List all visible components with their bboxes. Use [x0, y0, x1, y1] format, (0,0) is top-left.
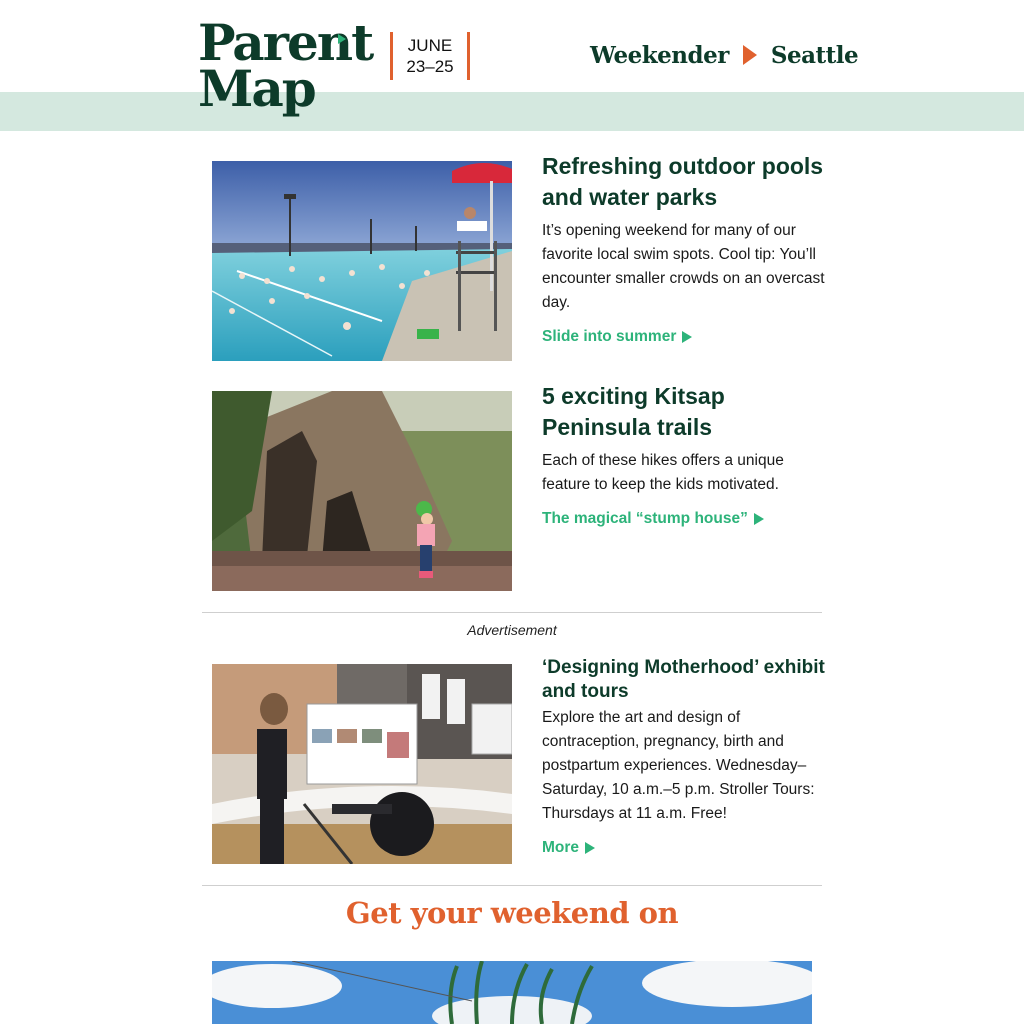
stump-house-photo[interactable] [212, 391, 512, 591]
logo-word-parent: Parent [198, 13, 373, 72]
advertisement-text [542, 657, 827, 857]
advertisement-designing-motherhood [212, 657, 825, 864]
play-arrow-icon [682, 331, 692, 343]
newsletter-city: Seattle [770, 41, 859, 69]
logo-triangle-icon [338, 34, 346, 44]
divider [202, 885, 822, 886]
divider [202, 612, 822, 613]
link-label: More [542, 839, 580, 856]
issue-date [390, 32, 470, 80]
article-title[interactable]: Refreshing outdoor pools and water parks [542, 153, 824, 210]
article-title[interactable]: 5 exciting Kitsap Peninsula trails [542, 383, 725, 440]
advertisement-label: Advertisement [467, 622, 557, 638]
article-text [542, 153, 827, 346]
issue-month: JUNE [407, 36, 453, 55]
issue-days: 23–25 [406, 57, 454, 76]
logo-word-map: Map [198, 59, 315, 118]
article-pools [212, 153, 825, 361]
play-arrow-icon [743, 45, 757, 65]
link-label: The magical “stump house” [542, 510, 748, 527]
parentmap-logo[interactable] [198, 13, 373, 122]
pool-photo[interactable] [212, 161, 512, 361]
link-label: Slide into summer [542, 328, 677, 345]
stump-house-link[interactable] [542, 510, 764, 528]
exhibit-photo[interactable] [212, 664, 512, 864]
advertisement-title[interactable]: ‘Designing Motherhood’ exhibit and tours [542, 657, 825, 702]
weekend-photo[interactable] [212, 961, 812, 1024]
article-description: Each of these hikes offers a unique feature to keep the kids motivated. [542, 452, 784, 493]
article-description: It’s opening weekend for many of our favorite local swim spots. Cool tip: You’ll encounter smaller crowds on an overcast day. [542, 222, 825, 311]
advertisement-description: Explore the art and design of contraception, pregnancy, birth and postpartum experiences. Wednesday–Saturday, 10 a.m.–5 p.m. Stroller Tours: Thursdays at 11 a.m. Free! [542, 709, 815, 822]
newsletter-title [590, 38, 858, 72]
header-band [0, 92, 1024, 131]
play-arrow-icon [754, 513, 764, 525]
newsletter-name: Weekender [590, 41, 729, 69]
article-kitsap-trails [212, 383, 824, 591]
article-text [542, 383, 827, 528]
play-arrow-icon [585, 842, 595, 854]
slide-into-summer-link[interactable] [542, 328, 692, 346]
more-link[interactable] [542, 839, 595, 857]
section-heading: Get your weekend on [345, 896, 679, 930]
